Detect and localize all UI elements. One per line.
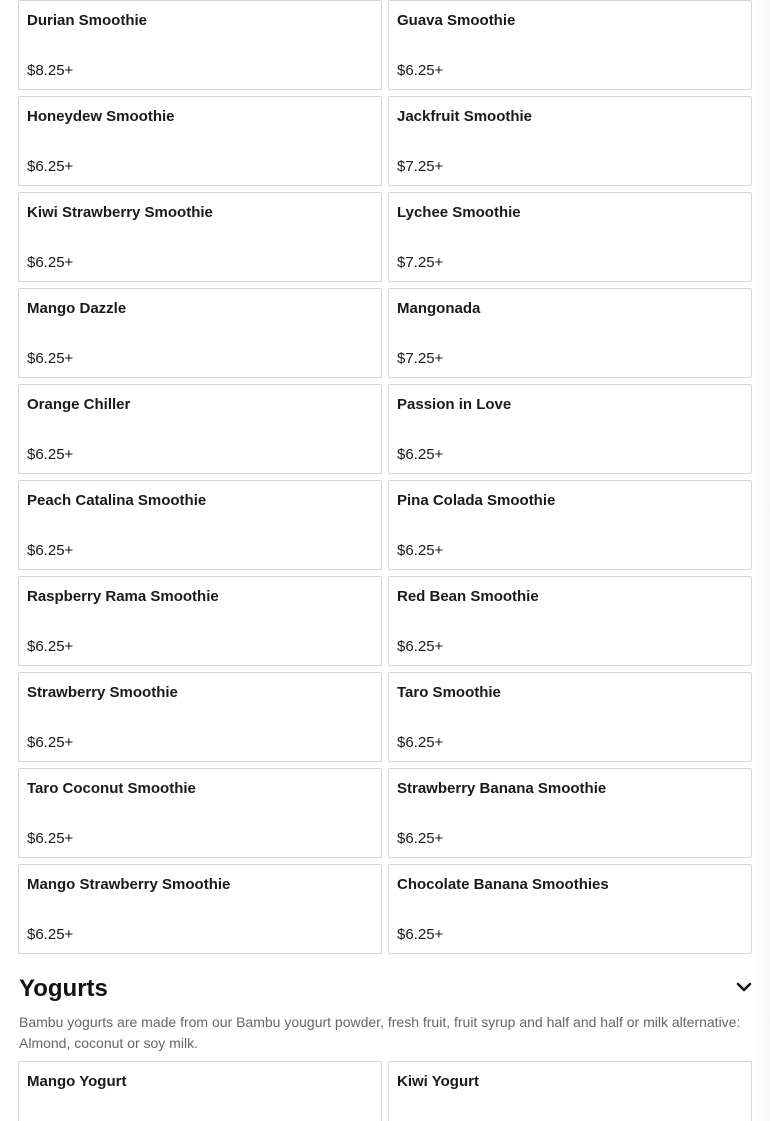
item-price: $6.25+ bbox=[27, 446, 74, 463]
chevron-down-icon[interactable] bbox=[735, 978, 753, 996]
item-name: Mango Strawberry Smoothie bbox=[27, 876, 231, 893]
item-price: $6.25+ bbox=[27, 542, 74, 559]
menu-item-card[interactable] bbox=[18, 96, 382, 186]
menu-item-card[interactable] bbox=[388, 768, 752, 858]
item-name: Strawberry Smoothie bbox=[27, 684, 178, 701]
item-name: Peach Catalina Smoothie bbox=[27, 492, 207, 509]
item-name: Passion in Love bbox=[397, 396, 512, 413]
menu-item-card[interactable] bbox=[18, 480, 382, 570]
menu-item-card[interactable] bbox=[18, 288, 382, 378]
item-name: Kiwi Strawberry Smoothie bbox=[27, 204, 213, 221]
item-price: $6.25+ bbox=[397, 638, 444, 655]
item-price: $6.25+ bbox=[397, 830, 444, 847]
menu-item-card[interactable] bbox=[388, 672, 752, 762]
menu-item-card[interactable] bbox=[18, 384, 382, 474]
item-name: Honeydew Smoothie bbox=[27, 108, 175, 125]
item-name: Guava Smoothie bbox=[397, 12, 516, 29]
menu-item-card[interactable] bbox=[388, 0, 752, 90]
yogurts-section-header[interactable] bbox=[19, 975, 753, 1007]
menu-item-card[interactable] bbox=[18, 1061, 382, 1121]
item-price: $6.25+ bbox=[397, 62, 444, 79]
menu-item-card[interactable] bbox=[18, 672, 382, 762]
menu-item-card[interactable] bbox=[388, 576, 752, 666]
menu-item-card[interactable] bbox=[388, 864, 752, 954]
item-price: $7.25+ bbox=[397, 158, 444, 175]
item-price: $6.25+ bbox=[27, 350, 74, 367]
menu-item-card[interactable] bbox=[18, 864, 382, 954]
item-price: $7.25+ bbox=[397, 350, 444, 367]
item-name: Durian Smoothie bbox=[27, 12, 148, 29]
item-name: Jackfruit Smoothie bbox=[397, 108, 533, 125]
yogurts-grid bbox=[18, 1061, 752, 1121]
item-name: Chocolate Banana Smoothies bbox=[397, 876, 609, 893]
item-name: Mangonada bbox=[397, 300, 481, 317]
item-price: $6.25+ bbox=[27, 158, 74, 175]
item-name: Mango Yogurt bbox=[27, 1073, 127, 1090]
item-name: Orange Chiller bbox=[27, 396, 131, 413]
menu-item-card[interactable] bbox=[18, 768, 382, 858]
item-price: $6.25+ bbox=[27, 926, 74, 943]
item-name: Raspberry Rama Smoothie bbox=[27, 588, 219, 605]
item-price: $6.25+ bbox=[397, 734, 444, 751]
scroll-edge bbox=[756, 0, 770, 1121]
item-price: $6.25+ bbox=[27, 254, 74, 271]
menu-item-card[interactable] bbox=[388, 384, 752, 474]
section-title: Yogurts bbox=[19, 975, 108, 1002]
item-name: Mango Dazzle bbox=[27, 300, 127, 317]
item-name: Strawberry Banana Smoothie bbox=[397, 780, 607, 797]
item-price: $6.25+ bbox=[27, 830, 74, 847]
item-price: $6.25+ bbox=[27, 638, 74, 655]
menu-item-card[interactable] bbox=[388, 288, 752, 378]
item-name: Pina Colada Smoothie bbox=[397, 492, 556, 509]
item-name: Taro Smoothie bbox=[397, 684, 501, 701]
menu-item-card[interactable] bbox=[18, 576, 382, 666]
item-price: $6.25+ bbox=[27, 734, 74, 751]
menu-item-card[interactable] bbox=[18, 192, 382, 282]
smoothies-grid bbox=[18, 0, 752, 954]
item-price: $6.25+ bbox=[397, 446, 444, 463]
item-name: Lychee Smoothie bbox=[397, 204, 521, 221]
menu-item-card[interactable] bbox=[388, 96, 752, 186]
menu-item-card[interactable] bbox=[388, 192, 752, 282]
section-description: Bambu yogurts are made from our Bambu yougurt powder, fresh fruit, fruit syrup and half and half or milk alternative: Almond, coconut or soy milk. bbox=[19, 1014, 741, 1051]
item-price: $6.25+ bbox=[397, 542, 444, 559]
item-price: $6.25+ bbox=[397, 926, 444, 943]
menu-item-card[interactable] bbox=[18, 0, 382, 90]
item-name: Taro Coconut Smoothie bbox=[27, 780, 196, 797]
item-price: $8.25+ bbox=[27, 62, 74, 79]
menu-item-card[interactable] bbox=[388, 480, 752, 570]
item-name: Red Bean Smoothie bbox=[397, 588, 539, 605]
item-price: $7.25+ bbox=[397, 254, 444, 271]
menu-item-card[interactable] bbox=[388, 1061, 752, 1121]
item-name: Kiwi Yogurt bbox=[397, 1073, 479, 1090]
